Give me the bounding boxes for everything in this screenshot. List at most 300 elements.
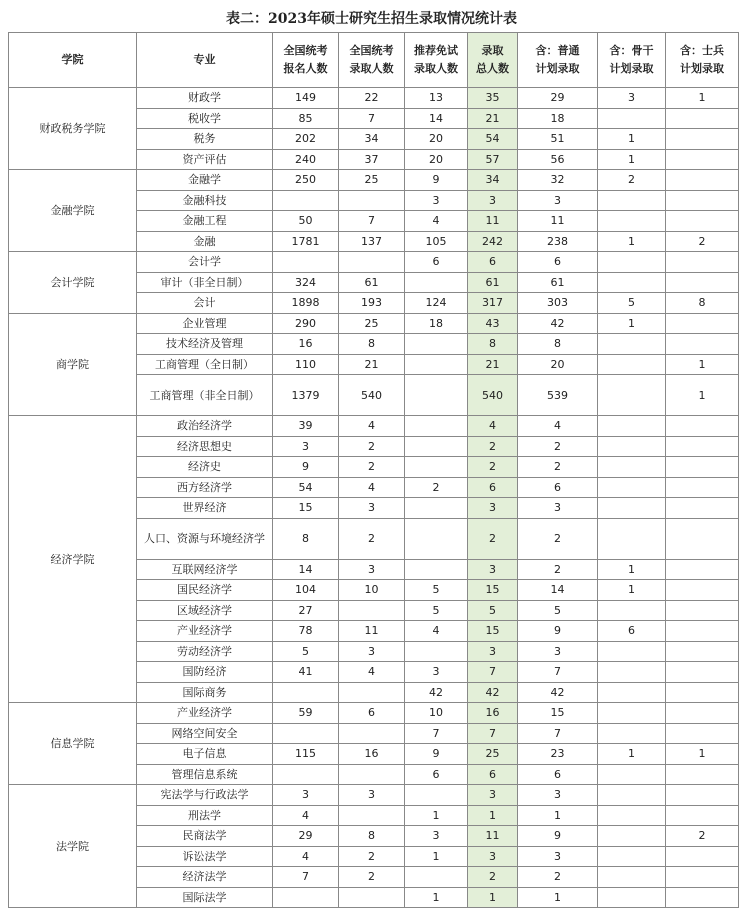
value-cell: 85 <box>273 108 339 129</box>
value-cell: 3 <box>273 785 339 806</box>
value-cell: 15 <box>273 498 339 519</box>
value-cell <box>339 764 405 785</box>
major-cell: 会计学 <box>137 252 273 273</box>
value-cell: 25 <box>339 170 405 191</box>
value-cell: 59 <box>273 703 339 724</box>
value-cell <box>598 600 666 621</box>
value-cell: 539 <box>518 375 598 416</box>
value-cell: 1 <box>405 846 468 867</box>
major-cell: 政治经济学 <box>137 416 273 437</box>
value-cell: 1379 <box>273 375 339 416</box>
column-header-text: 录取人数 <box>349 62 394 75</box>
column-header-text: 计划录取 <box>609 62 654 75</box>
value-cell: 317 <box>468 293 518 314</box>
value-cell <box>273 190 339 211</box>
value-cell: 7 <box>518 662 598 683</box>
major-cell: 刑法学 <box>137 805 273 826</box>
value-cell: 193 <box>339 293 405 314</box>
value-cell <box>666 600 739 621</box>
value-cell: 32 <box>518 170 598 191</box>
value-cell: 1 <box>405 805 468 826</box>
value-cell: 10 <box>339 580 405 601</box>
value-cell <box>666 149 739 170</box>
value-cell <box>666 518 739 559</box>
value-cell <box>339 805 405 826</box>
value-cell: 5 <box>468 600 518 621</box>
value-cell <box>598 436 666 457</box>
value-cell: 8 <box>339 334 405 355</box>
value-cell <box>666 703 739 724</box>
major-cell: 国际法学 <box>137 887 273 908</box>
value-cell: 3 <box>468 641 518 662</box>
value-cell <box>598 518 666 559</box>
value-cell: 3 <box>518 498 598 519</box>
value-cell <box>405 518 468 559</box>
value-cell: 21 <box>468 108 518 129</box>
major-cell: 税务 <box>137 129 273 150</box>
value-cell: 4 <box>518 416 598 437</box>
value-cell <box>666 170 739 191</box>
value-cell <box>405 436 468 457</box>
value-cell <box>666 190 739 211</box>
value-cell: 6 <box>339 703 405 724</box>
value-cell: 57 <box>468 149 518 170</box>
value-cell: 1 <box>598 313 666 334</box>
value-cell: 1 <box>598 231 666 252</box>
value-cell <box>405 785 468 806</box>
major-cell: 税收学 <box>137 108 273 129</box>
value-cell: 3 <box>598 88 666 109</box>
value-cell <box>405 641 468 662</box>
value-cell: 41 <box>273 662 339 683</box>
value-cell <box>666 641 739 662</box>
value-cell: 4 <box>468 416 518 437</box>
major-cell: 区域经济学 <box>137 600 273 621</box>
value-cell <box>598 682 666 703</box>
value-cell <box>598 375 666 416</box>
value-cell: 3 <box>468 559 518 580</box>
column-header-text: 录取 <box>481 44 504 57</box>
college-cell: 财政税务学院 <box>9 88 137 170</box>
value-cell: 3 <box>339 498 405 519</box>
major-cell: 产业经济学 <box>137 703 273 724</box>
value-cell: 3 <box>339 559 405 580</box>
value-cell: 5 <box>405 580 468 601</box>
value-cell <box>666 559 739 580</box>
value-cell <box>666 662 739 683</box>
column-header-text: 含：普通 <box>535 44 580 57</box>
column-header-text: 含：士兵 <box>680 44 724 57</box>
value-cell: 20 <box>405 149 468 170</box>
value-cell: 2 <box>518 518 598 559</box>
value-cell: 42 <box>518 313 598 334</box>
major-cell: 世界经济 <box>137 498 273 519</box>
value-cell: 6 <box>518 764 598 785</box>
value-cell: 4 <box>339 416 405 437</box>
value-cell: 3 <box>405 826 468 847</box>
value-cell: 3 <box>405 190 468 211</box>
value-cell: 4 <box>405 621 468 642</box>
value-cell: 3 <box>518 641 598 662</box>
value-cell <box>339 190 405 211</box>
value-cell: 8 <box>273 518 339 559</box>
value-cell: 18 <box>518 108 598 129</box>
value-cell: 14 <box>405 108 468 129</box>
value-cell: 2 <box>405 477 468 498</box>
value-cell: 54 <box>468 129 518 150</box>
major-cell: 诉讼法学 <box>137 846 273 867</box>
major-cell: 经济法学 <box>137 867 273 888</box>
value-cell: 18 <box>405 313 468 334</box>
major-cell: 金融科技 <box>137 190 273 211</box>
value-cell: 5 <box>518 600 598 621</box>
value-cell: 6 <box>405 252 468 273</box>
value-cell: 1 <box>666 88 739 109</box>
value-cell: 240 <box>273 149 339 170</box>
value-cell: 3 <box>468 785 518 806</box>
major-cell: 电子信息 <box>137 744 273 765</box>
value-cell: 15 <box>468 621 518 642</box>
value-cell: 14 <box>273 559 339 580</box>
value-cell <box>405 416 468 437</box>
column-header-text: 计划录取 <box>535 62 580 75</box>
value-cell: 3 <box>518 190 598 211</box>
value-cell: 20 <box>518 354 598 375</box>
value-cell <box>405 559 468 580</box>
table-row <box>9 252 739 273</box>
value-cell: 25 <box>339 313 405 334</box>
major-cell: 金融学 <box>137 170 273 191</box>
value-cell <box>598 354 666 375</box>
value-cell <box>666 129 739 150</box>
value-cell: 14 <box>518 580 598 601</box>
value-cell <box>598 867 666 888</box>
value-cell: 5 <box>405 600 468 621</box>
value-cell: 1 <box>666 354 739 375</box>
major-cell: 金融 <box>137 231 273 252</box>
value-cell: 3 <box>405 662 468 683</box>
value-cell: 149 <box>273 88 339 109</box>
value-cell <box>339 600 405 621</box>
value-cell: 9 <box>405 170 468 191</box>
value-cell: 6 <box>518 252 598 273</box>
value-cell <box>598 211 666 232</box>
major-cell: 国际商务 <box>137 682 273 703</box>
value-cell: 51 <box>518 129 598 150</box>
major-cell: 产业经济学 <box>137 621 273 642</box>
value-cell: 6 <box>468 477 518 498</box>
value-cell <box>598 805 666 826</box>
value-cell: 540 <box>468 375 518 416</box>
value-cell <box>666 580 739 601</box>
value-cell: 3 <box>339 641 405 662</box>
value-cell: 238 <box>518 231 598 252</box>
value-cell <box>598 641 666 662</box>
value-cell: 290 <box>273 313 339 334</box>
value-cell <box>405 867 468 888</box>
major-cell: 西方经济学 <box>137 477 273 498</box>
value-cell <box>598 457 666 478</box>
value-cell <box>598 108 666 129</box>
value-cell: 4 <box>273 846 339 867</box>
table-row <box>9 88 739 109</box>
major-cell: 工商管理（全日制） <box>137 354 273 375</box>
value-cell: 13 <box>405 88 468 109</box>
value-cell <box>339 887 405 908</box>
value-cell: 4 <box>273 805 339 826</box>
value-cell <box>273 682 339 703</box>
column-header-text: 总人数 <box>476 62 509 75</box>
value-cell: 3 <box>273 436 339 457</box>
value-cell: 2 <box>518 436 598 457</box>
value-cell: 1 <box>518 887 598 908</box>
value-cell <box>598 662 666 683</box>
major-cell: 劳动经济学 <box>137 641 273 662</box>
value-cell: 3 <box>518 785 598 806</box>
value-cell <box>666 621 739 642</box>
value-cell <box>666 846 739 867</box>
value-cell: 35 <box>468 88 518 109</box>
value-cell <box>405 272 468 293</box>
value-cell: 2 <box>518 559 598 580</box>
value-cell <box>598 334 666 355</box>
value-cell: 21 <box>468 354 518 375</box>
major-cell: 互联网经济学 <box>137 559 273 580</box>
value-cell: 25 <box>468 744 518 765</box>
value-cell: 242 <box>468 231 518 252</box>
value-cell: 15 <box>518 703 598 724</box>
value-cell: 303 <box>518 293 598 314</box>
column-header-text: 专业 <box>193 53 216 66</box>
major-cell: 审计（非全日制） <box>137 272 273 293</box>
column-header-text: 全国统考 <box>283 44 328 57</box>
value-cell: 2 <box>339 867 405 888</box>
value-cell: 78 <box>273 621 339 642</box>
value-cell <box>598 190 666 211</box>
value-cell: 42 <box>518 682 598 703</box>
value-cell: 124 <box>405 293 468 314</box>
value-cell: 104 <box>273 580 339 601</box>
value-cell: 29 <box>273 826 339 847</box>
value-cell <box>598 785 666 806</box>
value-cell: 5 <box>598 293 666 314</box>
value-cell: 42 <box>468 682 518 703</box>
value-cell: 10 <box>405 703 468 724</box>
value-cell: 1 <box>598 744 666 765</box>
value-cell <box>666 272 739 293</box>
value-cell: 8 <box>468 334 518 355</box>
value-cell: 1 <box>598 559 666 580</box>
value-cell <box>666 887 739 908</box>
value-cell: 8 <box>339 826 405 847</box>
college-cell: 商学院 <box>9 313 137 416</box>
value-cell: 2 <box>468 436 518 457</box>
value-cell: 4 <box>405 211 468 232</box>
value-cell: 50 <box>273 211 339 232</box>
value-cell <box>339 252 405 273</box>
column-header-text: 报名人数 <box>283 62 328 75</box>
value-cell: 7 <box>468 723 518 744</box>
column-header <box>137 33 273 88</box>
value-cell <box>598 887 666 908</box>
value-cell: 2 <box>339 457 405 478</box>
value-cell <box>666 436 739 457</box>
value-cell: 6 <box>468 252 518 273</box>
value-cell: 29 <box>518 88 598 109</box>
value-cell: 105 <box>405 231 468 252</box>
value-cell <box>666 334 739 355</box>
value-cell: 1 <box>405 887 468 908</box>
value-cell: 137 <box>339 231 405 252</box>
value-cell <box>598 826 666 847</box>
value-cell <box>273 764 339 785</box>
major-cell: 民商法学 <box>137 826 273 847</box>
value-cell <box>666 313 739 334</box>
value-cell: 2 <box>339 436 405 457</box>
value-cell: 16 <box>273 334 339 355</box>
value-cell: 5 <box>273 641 339 662</box>
value-cell <box>666 764 739 785</box>
value-cell: 1781 <box>273 231 339 252</box>
value-cell: 4 <box>339 662 405 683</box>
value-cell <box>666 785 739 806</box>
value-cell: 2 <box>518 867 598 888</box>
value-cell <box>405 334 468 355</box>
value-cell: 7 <box>339 108 405 129</box>
value-cell: 1 <box>468 887 518 908</box>
college-cell: 信息学院 <box>9 703 137 785</box>
value-cell: 37 <box>339 149 405 170</box>
column-header-text: 录取人数 <box>414 62 458 75</box>
value-cell: 7 <box>273 867 339 888</box>
value-cell <box>405 375 468 416</box>
value-cell: 1 <box>598 129 666 150</box>
value-cell: 202 <box>273 129 339 150</box>
value-cell <box>273 887 339 908</box>
major-cell: 宪法学与行政法学 <box>137 785 273 806</box>
value-cell: 11 <box>518 211 598 232</box>
college-cell: 会计学院 <box>9 252 137 314</box>
value-cell: 2 <box>468 867 518 888</box>
major-cell: 财政学 <box>137 88 273 109</box>
value-cell: 21 <box>339 354 405 375</box>
value-cell: 3 <box>468 190 518 211</box>
value-cell: 9 <box>405 744 468 765</box>
value-cell <box>666 805 739 826</box>
value-cell: 7 <box>468 662 518 683</box>
major-cell: 网络空间安全 <box>137 723 273 744</box>
value-cell: 11 <box>468 826 518 847</box>
value-cell: 34 <box>339 129 405 150</box>
value-cell: 6 <box>468 764 518 785</box>
page-title: 表二：2023年硕士研究生招生录取情况统计表 <box>226 11 517 27</box>
value-cell <box>598 846 666 867</box>
value-cell: 250 <box>273 170 339 191</box>
column-header <box>468 33 518 88</box>
value-cell <box>273 252 339 273</box>
value-cell: 2 <box>598 170 666 191</box>
column-header <box>518 33 598 88</box>
major-cell: 会计 <box>137 293 273 314</box>
value-cell: 43 <box>468 313 518 334</box>
value-cell: 20 <box>405 129 468 150</box>
table-row <box>9 416 739 437</box>
value-cell: 2 <box>666 826 739 847</box>
column-header-text: 学院 <box>61 53 84 66</box>
value-cell: 3 <box>339 785 405 806</box>
value-cell: 42 <box>405 682 468 703</box>
value-cell: 16 <box>339 744 405 765</box>
column-header <box>273 33 339 88</box>
table-row <box>9 313 739 334</box>
major-cell: 工商管理（非全日制） <box>137 375 273 416</box>
table-header <box>9 33 739 88</box>
value-cell: 2 <box>339 846 405 867</box>
major-cell: 技术经济及管理 <box>137 334 273 355</box>
value-cell <box>666 211 739 232</box>
value-cell: 2 <box>468 518 518 559</box>
value-cell: 61 <box>468 272 518 293</box>
value-cell <box>273 723 339 744</box>
value-cell: 8 <box>518 334 598 355</box>
table-row <box>9 703 739 724</box>
value-cell: 1 <box>518 805 598 826</box>
value-cell <box>405 498 468 519</box>
value-cell: 110 <box>273 354 339 375</box>
table-row <box>9 170 739 191</box>
value-cell <box>598 252 666 273</box>
major-cell: 经济思想史 <box>137 436 273 457</box>
value-cell: 39 <box>273 416 339 437</box>
column-header <box>598 33 666 88</box>
value-cell <box>339 723 405 744</box>
value-cell: 115 <box>273 744 339 765</box>
major-cell: 管理信息系统 <box>137 764 273 785</box>
value-cell: 1 <box>666 744 739 765</box>
value-cell: 9 <box>273 457 339 478</box>
value-cell: 23 <box>518 744 598 765</box>
value-cell: 1 <box>666 375 739 416</box>
major-cell: 国民经济学 <box>137 580 273 601</box>
admission-stats-table <box>8 32 739 908</box>
major-cell: 经济史 <box>137 457 273 478</box>
value-cell: 54 <box>273 477 339 498</box>
column-header-text: 含：骨干 <box>609 44 654 57</box>
value-cell: 7 <box>405 723 468 744</box>
value-cell: 3 <box>468 846 518 867</box>
college-cell: 金融学院 <box>9 170 137 252</box>
value-cell: 6 <box>598 621 666 642</box>
table-body <box>9 88 739 908</box>
value-cell <box>598 764 666 785</box>
value-cell: 2 <box>468 457 518 478</box>
table-row <box>9 785 739 806</box>
value-cell: 540 <box>339 375 405 416</box>
value-cell <box>598 416 666 437</box>
value-cell: 9 <box>518 621 598 642</box>
value-cell: 6 <box>405 764 468 785</box>
major-cell: 人口、资源与环境经济学 <box>137 518 273 559</box>
value-cell: 8 <box>666 293 739 314</box>
value-cell: 22 <box>339 88 405 109</box>
column-header <box>9 33 137 88</box>
value-cell: 2 <box>518 457 598 478</box>
value-cell: 1898 <box>273 293 339 314</box>
value-cell: 1 <box>598 149 666 170</box>
major-cell: 金融工程 <box>137 211 273 232</box>
value-cell: 61 <box>518 272 598 293</box>
value-cell <box>405 457 468 478</box>
